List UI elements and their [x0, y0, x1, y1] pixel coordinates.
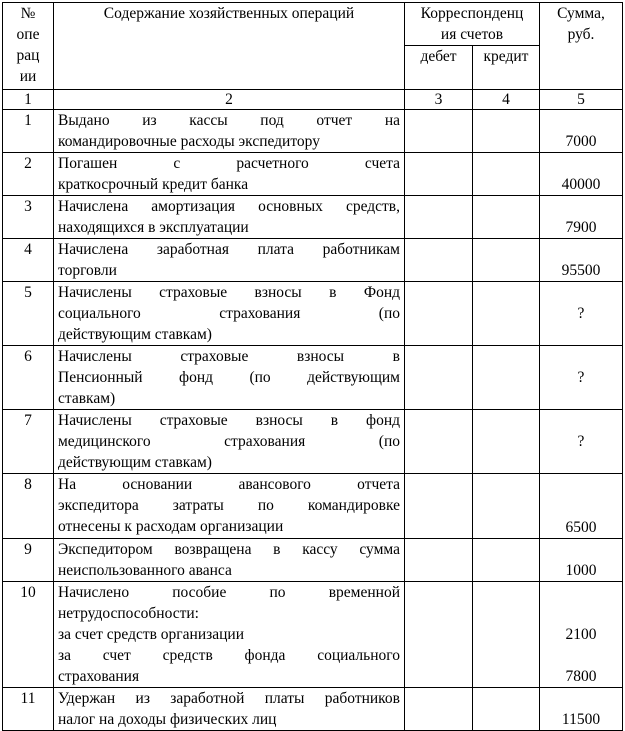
header-sum: Сумма, руб. [540, 3, 623, 90]
row-amount: ? [540, 346, 623, 410]
row-debit [405, 196, 473, 239]
row-description [54, 410, 405, 474]
row-amount: ? [540, 282, 623, 346]
description-line: На основании авансового отчета [58, 476, 400, 493]
table-row [3, 282, 623, 346]
row-description [54, 688, 405, 731]
description-line: Погашен с расчетного счета [58, 155, 400, 172]
description-line: краткосрочный кредит банка [58, 176, 249, 193]
amount-spacer [544, 645, 618, 666]
row-credit [473, 539, 540, 582]
row-description [54, 282, 405, 346]
row-amount: 95500 [540, 239, 623, 282]
header-op-number: № опе рац ии [3, 3, 54, 90]
table-row [3, 110, 623, 153]
table-row [3, 410, 623, 474]
description-line: нетрудоспособности: [58, 605, 199, 622]
row-op-number: 7 [3, 410, 54, 474]
row-debit [405, 474, 473, 539]
row-debit [405, 582, 473, 688]
row-amount: 40000 [540, 153, 623, 196]
description-line: отнесены к расходам организации [58, 518, 284, 535]
description-line: медицинского страхования (по [58, 433, 400, 450]
description-line: за счет средств организации [58, 626, 245, 643]
description-line: Начислена амортизация основных средств, [58, 198, 400, 215]
row-op-number: 2 [3, 153, 54, 196]
row-debit [405, 539, 473, 582]
row-credit [473, 153, 540, 196]
row-credit [473, 346, 540, 410]
table-body [3, 110, 623, 731]
description-line: торговли [58, 262, 117, 279]
row-description [54, 582, 405, 688]
table-row [3, 346, 623, 410]
description-line: Пенсионный фонд (по действующим [58, 369, 400, 386]
description-line: Начислены страховые взносы в фонд [58, 412, 400, 429]
row-amount: 1000 [540, 539, 623, 582]
column-number: 5 [540, 90, 623, 110]
operations-table [2, 2, 623, 731]
row-op-number: 10 [3, 582, 54, 688]
table-row [3, 474, 623, 539]
row-op-number: 3 [3, 196, 54, 239]
row-amounts [540, 582, 623, 688]
row-debit [405, 410, 473, 474]
row-debit [405, 153, 473, 196]
column-number-row [3, 90, 623, 110]
description-line: действующим ставкам) [58, 326, 212, 343]
row-amount: 7800 [565, 668, 597, 685]
description-line: неиспользованного аванса [58, 562, 232, 579]
header-debit: дебет [405, 46, 473, 90]
description-line: ставкам) [58, 390, 116, 407]
description-line: Выдано из кассы под отчет на [58, 112, 400, 129]
row-amount: 11500 [540, 688, 623, 731]
description-line: Начислены страховые взносы в [58, 348, 400, 365]
row-amount: 7900 [540, 196, 623, 239]
row-op-number: 1 [3, 110, 54, 153]
table-row [3, 153, 623, 196]
row-description [54, 474, 405, 539]
row-op-number: 9 [3, 539, 54, 582]
row-debit [405, 110, 473, 153]
header-row-1 [3, 3, 623, 46]
column-number: 4 [473, 90, 540, 110]
table-row [3, 196, 623, 239]
row-credit [473, 196, 540, 239]
column-number: 3 [405, 90, 473, 110]
row-op-number: 11 [3, 688, 54, 731]
row-credit [473, 239, 540, 282]
table-row [3, 539, 623, 582]
row-op-number: 5 [3, 282, 54, 346]
row-credit [473, 110, 540, 153]
table-row [3, 582, 623, 688]
description-line: социального страхования (по [58, 305, 400, 322]
description-line: Начислено пособие по временной [58, 584, 400, 601]
row-debit [405, 239, 473, 282]
description-line: находящихся в эксплуатации [58, 219, 249, 236]
row-credit [473, 282, 540, 346]
description-line: экспедитора затраты по командировке [58, 497, 400, 514]
row-amount: 6500 [540, 474, 623, 539]
column-number: 1 [3, 90, 54, 110]
row-description [54, 110, 405, 153]
table-row [3, 688, 623, 731]
description-line: Экспедитором возвращена в кассу сумма [58, 541, 400, 558]
row-description [54, 153, 405, 196]
header-credit: кредит [473, 46, 540, 90]
table-row [3, 239, 623, 282]
row-op-number: 4 [3, 239, 54, 282]
row-credit [473, 688, 540, 731]
column-number: 2 [54, 90, 405, 110]
row-amount: 2100 [565, 626, 597, 643]
row-credit [473, 474, 540, 539]
row-debit [405, 282, 473, 346]
row-description [54, 346, 405, 410]
row-credit [473, 410, 540, 474]
row-description [54, 196, 405, 239]
description-line: Удержан из заработной платы работников [58, 690, 400, 707]
description-line: Начислена заработная плата работникам [58, 241, 400, 258]
description-line: действующим ставкам) [58, 454, 212, 471]
row-debit [405, 346, 473, 410]
description-line: Начислены страховые взносы в Фонд [58, 284, 400, 301]
row-amount: 7000 [540, 110, 623, 153]
description-line: налог на доходы физических лиц [58, 711, 277, 728]
description-line: командировочные расходы экспедитору [58, 133, 320, 150]
row-description [54, 539, 405, 582]
row-credit [473, 582, 540, 688]
description-line: за счет средств фонда социального [58, 647, 400, 664]
row-op-number: 8 [3, 474, 54, 539]
header-correspondence: Корреспонденц ия счетов [405, 3, 540, 46]
row-op-number: 6 [3, 346, 54, 410]
description-line: страхования [58, 668, 140, 685]
header-content: Содержание хозяйственных операций [54, 3, 405, 90]
row-description [54, 239, 405, 282]
row-amount: ? [540, 410, 623, 474]
row-debit [405, 688, 473, 731]
